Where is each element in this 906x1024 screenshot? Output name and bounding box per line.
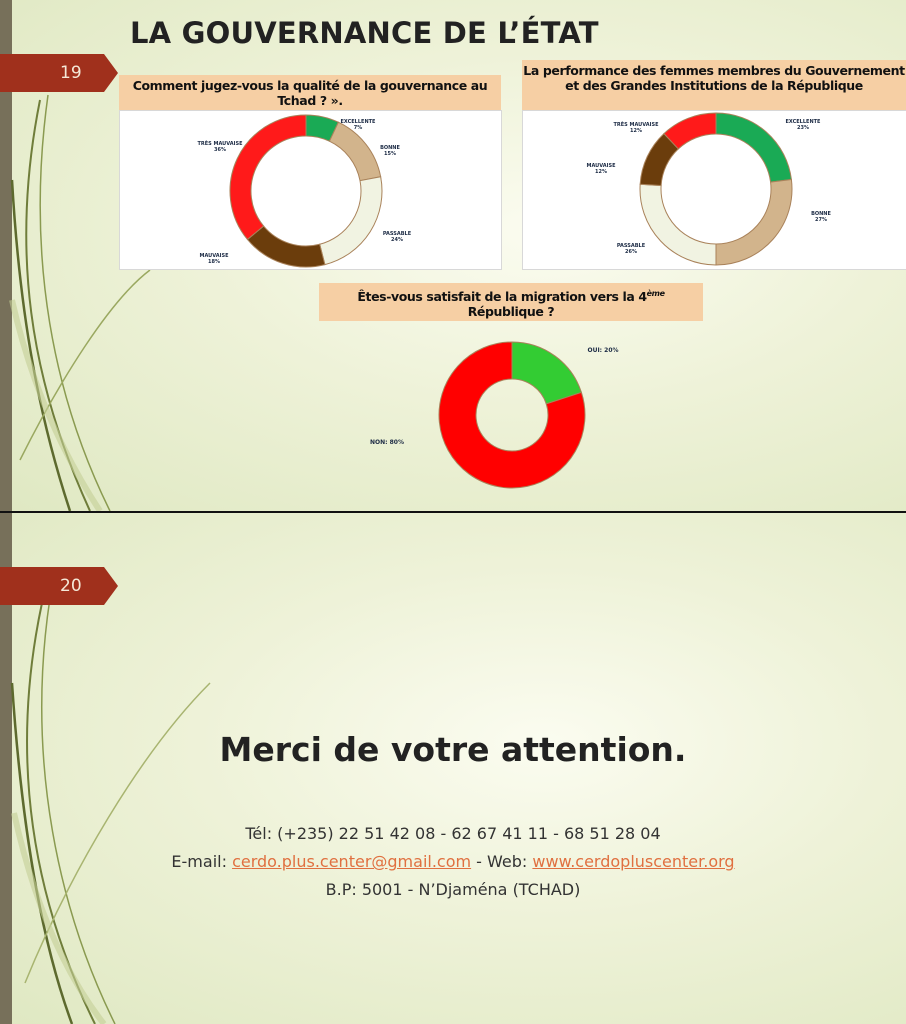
slice-bonne xyxy=(716,179,792,265)
data-label-bonne: BONNE 27% xyxy=(811,211,831,223)
slice-oui xyxy=(512,342,581,404)
chart1-donut xyxy=(120,111,501,269)
chart3-area xyxy=(330,330,690,500)
data-label-bonne: BONNE 15% xyxy=(380,145,400,157)
data-label-mauvaise: MAUVAISE 12% xyxy=(586,163,616,175)
chart3-question-sup: ème xyxy=(646,289,665,298)
chart3-donut xyxy=(330,330,690,500)
chart1-panel xyxy=(119,110,502,270)
slide-title: LA GOUVERNANCE DE L’ÉTAT xyxy=(130,16,599,50)
slice-passable xyxy=(320,177,382,265)
slice-passable xyxy=(640,184,716,265)
data-label-passable: PASSABLE 24% xyxy=(382,231,412,243)
slide-number-tab xyxy=(0,54,118,92)
data-label-non: NON: 80% xyxy=(370,439,404,446)
website-link[interactable]: www.cerdopluscenter.org xyxy=(532,852,735,871)
chart2-question: La performance des femmes membres du Gouvernement et des Grandes Institutions de la République xyxy=(522,60,906,113)
contact-email-web xyxy=(0,852,906,871)
contact-phone: Tél: (+235) 22 51 42 08 - 62 67 41 11 - 68 51 28 04 xyxy=(245,824,661,843)
slide-20 xyxy=(0,513,906,1024)
chart2-donut xyxy=(523,111,906,269)
chart3-question xyxy=(319,283,703,321)
slice-mauvaise xyxy=(247,226,324,267)
slide-number: 20 xyxy=(60,576,82,596)
chart3-question-main: Êtes-vous satisfait de la migration vers la 4 xyxy=(357,289,647,305)
email-prefix: E-mail: xyxy=(171,852,233,871)
web-prefix: - Web: xyxy=(471,852,533,871)
chart1-question: Comment jugez-vous la qualité de la gouvernance au Tchad ? ». xyxy=(119,75,501,113)
chart3-question-end: République ? xyxy=(467,304,555,320)
slice-bonne xyxy=(329,122,380,180)
slice-tr-s-mauvaise xyxy=(230,115,306,239)
slide-number-tab xyxy=(0,567,118,605)
chart2-panel xyxy=(522,110,906,270)
data-label-excellente: EXCELLENTE 7% xyxy=(340,119,376,131)
slice-excellente xyxy=(716,113,791,182)
data-label-excellente: EXCELLENTE 23% xyxy=(785,119,821,131)
data-label-tr-s-mauvaise: TRÈS MAUVAISE 12% xyxy=(613,122,659,134)
data-label-tr-s-mauvaise: TRÈS MAUVAISE 36% xyxy=(197,141,243,153)
thanks-heading: Merci de votre attention. xyxy=(219,730,687,769)
email-link[interactable]: cerdo.plus.center@gmail.com xyxy=(232,852,472,871)
slide-number: 19 xyxy=(60,63,82,83)
data-label-mauvaise: MAUVAISE 18% xyxy=(199,253,229,265)
contact-address: B.P: 5001 - N’Djaména (TCHAD) xyxy=(325,880,581,899)
slide-19 xyxy=(0,0,906,511)
data-label-oui: OUI: 20% xyxy=(587,347,619,354)
data-label-passable: PASSABLE 26% xyxy=(616,243,646,255)
